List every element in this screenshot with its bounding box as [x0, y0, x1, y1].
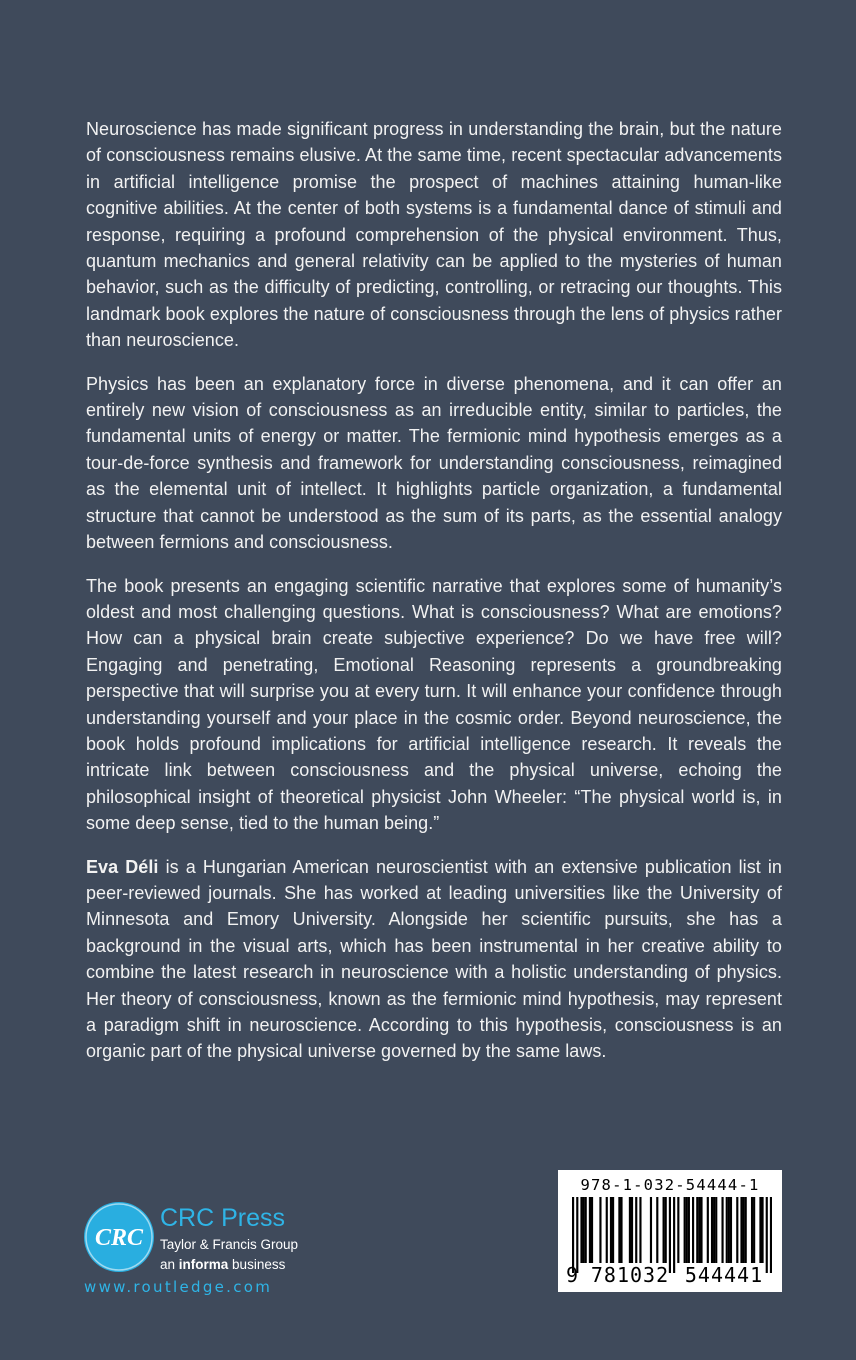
barcode-bar	[711, 1197, 713, 1263]
publisher-group: Taylor & Francis Group	[160, 1237, 299, 1252]
barcode-bar	[761, 1197, 763, 1263]
barcode-bar	[728, 1197, 730, 1263]
barcode-bar	[631, 1197, 633, 1263]
barcode-bar	[669, 1197, 671, 1273]
barcode-bar	[736, 1197, 738, 1263]
blurb-paragraph-3: The book presents an engaging scientific narrative that explores some of humanity’s oldest and most challenging questions. What is consciousness? What are emotions? How can a physical brain create subjective experience? Do we have free will? Engaging and penetrating, Emotional Reasoning represents a groundbreaking perspective that will surprise you at every turn. It will enhance your confidence through understanding yourself and your place in the cosmic order. Beyond neuroscience, the book holds profound implications for artificial intelligence research. It reveals the intricate link between consciousness and the physical universe, echoing the philosophical insight of theoretical physicist John Wheeler: “The physical world is, in some deep sense, tied to the human being.”	[86, 575, 782, 834]
barcode-bar	[707, 1197, 709, 1263]
barcode-bar	[665, 1197, 667, 1263]
barcode-bar	[751, 1197, 753, 1263]
barcode-bar	[686, 1197, 688, 1263]
barcode-bar	[620, 1197, 622, 1263]
svg-text:CRC: CRC	[94, 1225, 144, 1251]
barcode-bar	[639, 1197, 641, 1263]
blurb-paragraph-2: Physics has been an explanatory force in diverse phenomena, and it can offer an entirely new vision of consciousness as an irreducible entity, similar to particles, the fundamental units of energy or matter. The fermionic mind hypothesis emerges as a tour-de-force synthesis and framework for understanding consciousness, reimagined as the elemental unit of intellect. It highlights particle organization, a fundamental structure that cannot be understood as the sum of its parts, as the essential analogy between fermions and consciousness.	[86, 373, 782, 553]
author-name: Eva Déli	[86, 856, 159, 877]
barcode-bar	[612, 1197, 614, 1263]
tagline-prefix: an	[160, 1257, 179, 1272]
barcode-bar	[656, 1197, 658, 1263]
barcode-bar	[696, 1197, 698, 1263]
barcode-bar	[599, 1197, 601, 1263]
barcode-digits-right: 544441	[684, 1263, 764, 1287]
barcode-bar	[589, 1197, 591, 1263]
barcode-bar	[677, 1197, 679, 1263]
barcode-bar	[591, 1197, 593, 1263]
barcode-bar	[745, 1197, 747, 1263]
author-bio	[86, 854, 782, 1065]
barcode-bar	[730, 1197, 732, 1263]
barcode-bar	[692, 1197, 694, 1263]
barcode-digits-left: 781032	[590, 1263, 670, 1287]
barcode-bar	[698, 1197, 700, 1263]
barcode-bar	[726, 1197, 728, 1263]
barcode-bar	[713, 1197, 715, 1263]
barcode-bar	[753, 1197, 755, 1263]
barcode-bar	[743, 1197, 745, 1263]
barcode-bar	[715, 1197, 717, 1263]
barcode-bar	[576, 1197, 578, 1273]
barcode-bar	[585, 1197, 587, 1263]
barcode-bar	[770, 1197, 772, 1273]
barcode-bar	[700, 1197, 702, 1263]
barcode-bar	[583, 1197, 585, 1263]
publisher-logo	[84, 1202, 324, 1302]
barcode-bar	[580, 1197, 582, 1263]
crc-logo-icon	[84, 1202, 154, 1272]
barcode-bar	[610, 1197, 612, 1263]
isbn-number: 978-1-032-54444-1	[580, 1176, 760, 1194]
barcode-bar	[673, 1197, 675, 1273]
back-cover-blurb	[86, 116, 782, 1082]
tagline-suffix: business	[228, 1257, 286, 1272]
barcode-bar	[606, 1197, 608, 1263]
publisher-name: CRC Press	[160, 1204, 286, 1232]
barcode-digit-lead: 9	[566, 1263, 579, 1287]
barcode-bar	[766, 1197, 768, 1273]
barcode-bar	[759, 1197, 761, 1263]
barcode-bar	[629, 1197, 631, 1263]
barcode-bar	[721, 1197, 723, 1263]
barcode-digits	[566, 1264, 778, 1286]
barcode-bar	[618, 1197, 620, 1263]
barcode-bar	[684, 1197, 686, 1263]
barcode-bar	[572, 1197, 574, 1273]
barcode-icon	[572, 1197, 772, 1273]
barcode-bar	[650, 1197, 652, 1263]
barcode-bar	[740, 1197, 742, 1263]
barcode-bar	[663, 1197, 665, 1263]
barcode-bar	[635, 1197, 637, 1263]
blurb-paragraph-1: Neuroscience has made significant progress in understanding the brain, but the nature of consciousness remains elusive. At the same time, recent spectacular advancements in artificial intelligence promise the prospect of machines attaining human-like cognitive abilities. At the center of both systems is a fundamental dance of stimuli and response, requiring a profound comprehension of the physical environment. Thus, quantum mechanics and general relativity can be applied to the mysteries of human behavior, such as the difficulty of predicting, controlling, or retracing our thoughts. This landmark book explores the nature of consciousness through the lens of physics rather than neuroscience.	[86, 119, 782, 351]
author-bio-text: is a Hungarian American neuroscientist with an extensive publication list in peer-reviewed journals. She has worked at leading universities like the University of Minnesota and Emory University. Alongside her scientific pursuits, she has a background in the visual arts, which has been instrumental in her creative ability to combine the latest research in neuroscience with a holistic understanding of physics. Her theory of consciousness, known as the fermionic mind hypothesis, may represent a paradigm shift in neuroscience. According to this hypothesis, consciousness is an organic part of the physical universe governed by the same laws.	[86, 856, 782, 1062]
barcode-bar	[688, 1197, 690, 1263]
tagline-strong: informa	[178, 1257, 229, 1272]
publisher-url: www.routledge.com	[84, 1278, 273, 1296]
publisher-tagline	[160, 1257, 285, 1272]
isbn-barcode	[558, 1170, 782, 1292]
